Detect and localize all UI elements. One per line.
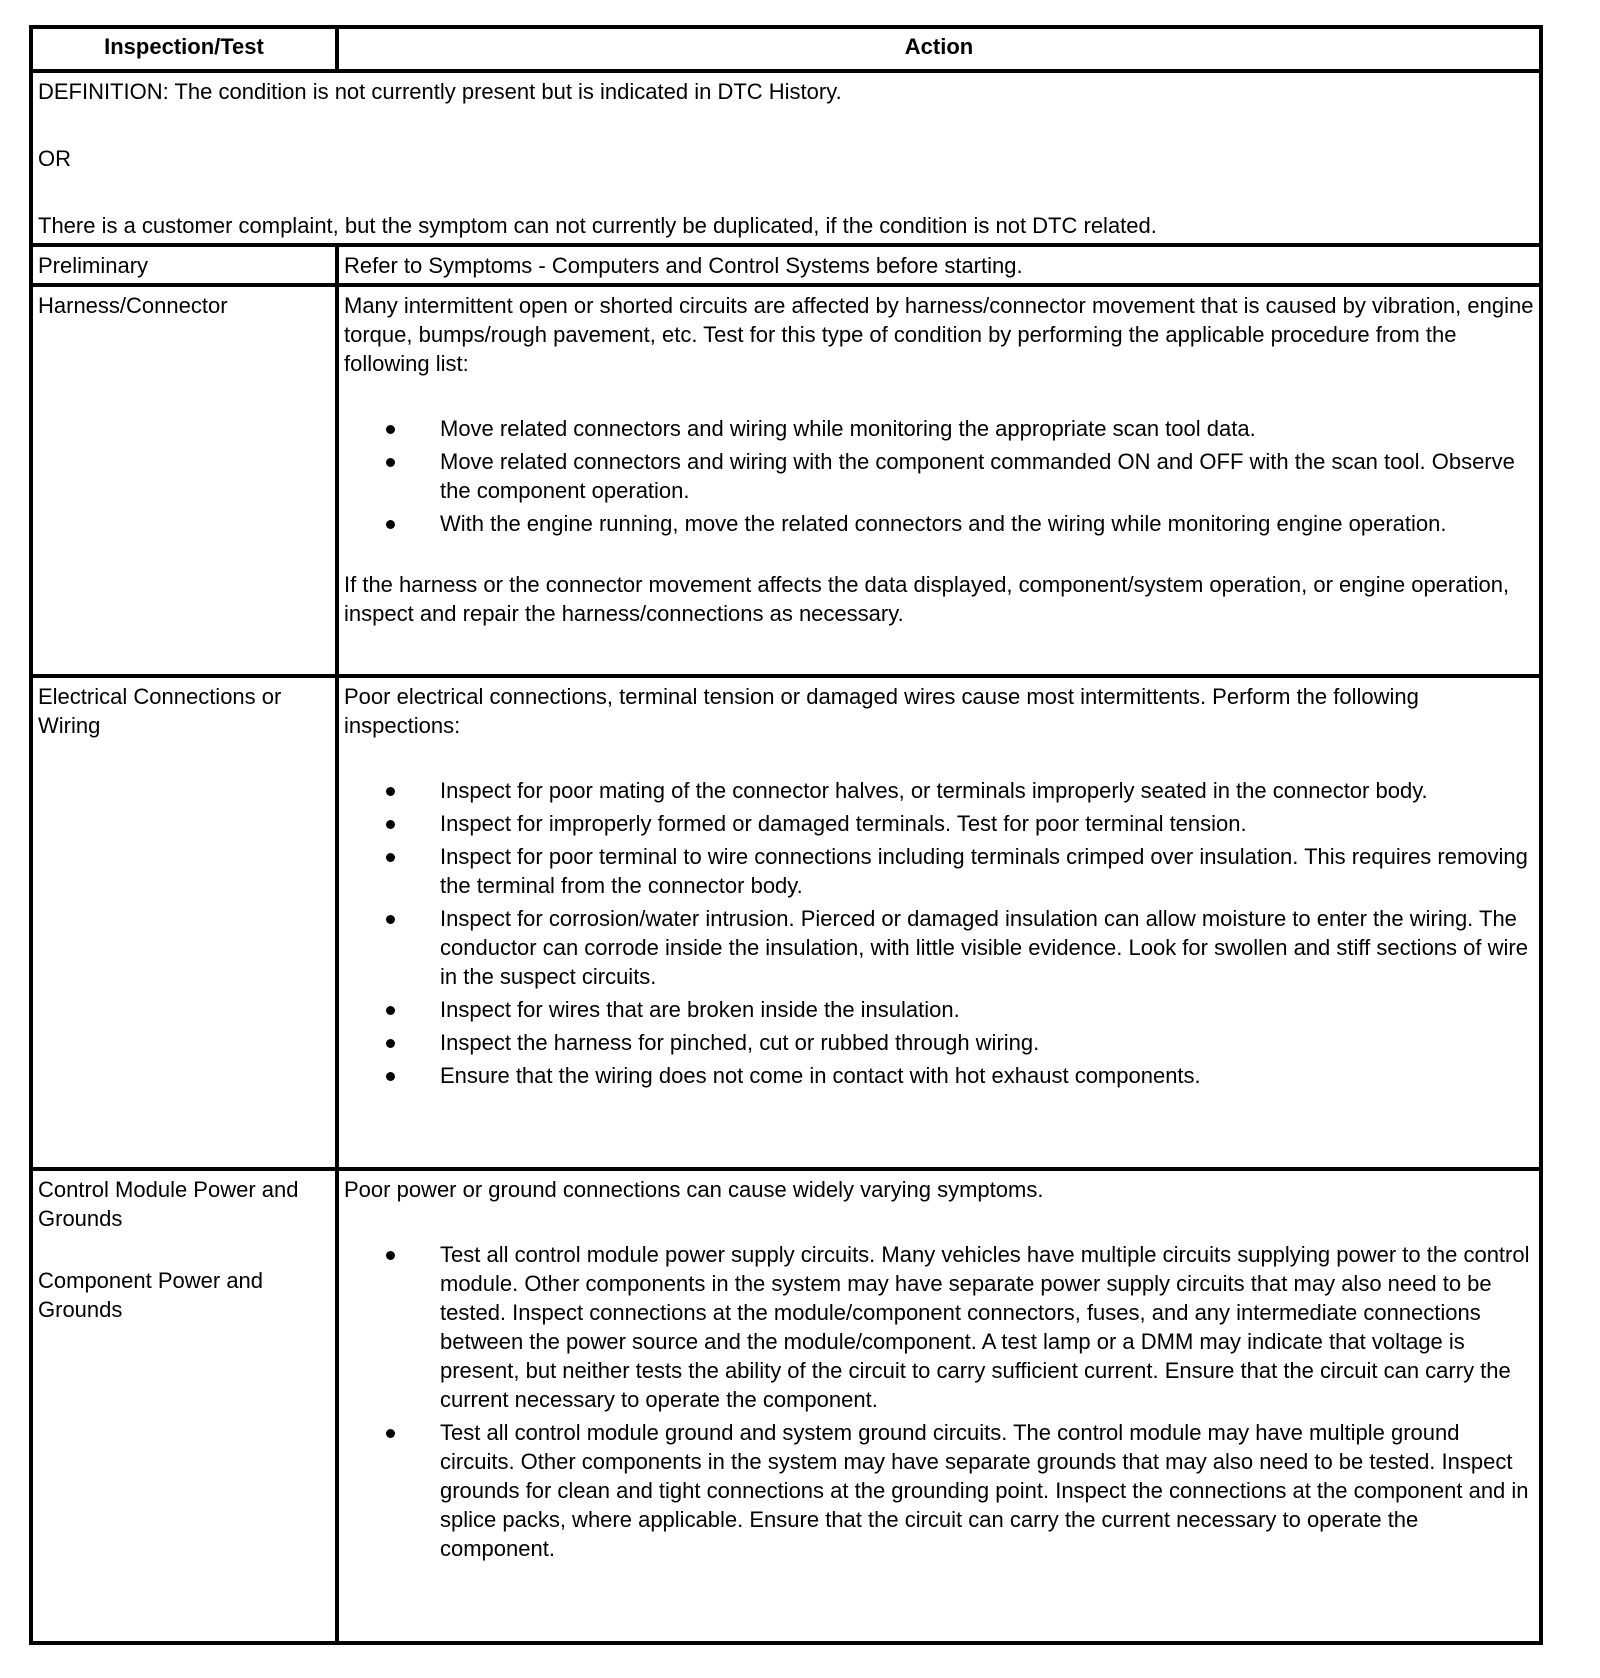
list-item: Test all control module ground and system ground circuits. The control module may have multiple ground circuits. Other components in the system may have separate grounds that may also need to be tested. Inspect grounds for clean and tight connections at the grounding point. Inspect the connections at the component and in splice packs, where applicable. Ensure that the circuit can carry the current necessary to operate the component. bbox=[440, 1418, 1534, 1563]
list-item: Move related connectors and wiring with the component commanded ON and OFF with the scan tool. Observe the component operation. bbox=[440, 447, 1534, 505]
bullet-list bbox=[344, 1240, 1534, 1563]
list-item: Inspect for poor terminal to wire connections including terminals crimped over insulation. This requires removing the terminal from the connector body. bbox=[440, 842, 1534, 900]
test-label-secondary: Component Power and Grounds bbox=[38, 1268, 264, 1322]
table-row bbox=[31, 676, 1541, 1169]
list-item: Inspect for wires that are broken inside the insulation. bbox=[440, 995, 1534, 1024]
list-item: Ensure that the wiring does not come in contact with hot exhaust components. bbox=[440, 1061, 1534, 1090]
action-cell bbox=[337, 1169, 1541, 1643]
definition-or: OR bbox=[38, 146, 71, 171]
list-item: Inspect for corrosion/water intrusion. Pierced or damaged insulation can allow moisture to enter the wiring. The conductor can corrode inside the insulation, with little visible evidence. Look for swollen and stiff sections of wire in the suspect circuits. bbox=[440, 904, 1534, 991]
test-label: Control Module Power and Grounds bbox=[38, 1177, 299, 1231]
action-intro: Many intermittent open or shorted circuits are affected by harness/connector movement that is caused by vibration, engine torque, bumps/rough pavement, etc. Test for this type of condition by performing the applicable procedure from the following list: bbox=[344, 293, 1534, 376]
bullet-icon bbox=[386, 1072, 395, 1081]
bullet-icon bbox=[386, 1039, 395, 1048]
definition-complaint: There is a customer complaint, but the symptom can not currently be duplicated, if the condition is not DTC related. bbox=[38, 213, 1157, 238]
definition-row bbox=[31, 71, 1541, 245]
bullet-icon bbox=[386, 787, 395, 796]
header-action: Action bbox=[337, 27, 1541, 71]
action-cell bbox=[337, 676, 1541, 1169]
definition-cell bbox=[31, 71, 1541, 245]
list-item: Test all control module power supply circuits. Many vehicles have multiple circuits supplying power to the control module. Other components in the system may have separate power supply circuits that may also need to be tested. Inspect connections at the module/component connectors, fuses, and any intermediate connections between the power source and the module/component. A test lamp or a DMM may indicate that voltage is present, but neither tests the ability of the circuit to carry sufficient current. Ensure that the circuit can carry the current necessary to operate the component. bbox=[440, 1240, 1534, 1414]
bullet-icon bbox=[386, 425, 395, 434]
bullet-icon bbox=[386, 458, 395, 467]
definition-text: DEFINITION: The condition is not currently present but is indicated in DTC History. bbox=[38, 79, 842, 104]
table-row bbox=[31, 1169, 1541, 1643]
header-row bbox=[31, 27, 1541, 71]
action-outro: If the harness or the connector movement affects the data displayed, component/system operation, or engine operation, inspect and repair the harness/connections as necessary. bbox=[344, 572, 1510, 626]
test-cell: Electrical Connections or Wiring bbox=[31, 676, 337, 1169]
bullet-list bbox=[344, 414, 1534, 538]
action-cell bbox=[337, 285, 1541, 676]
test-cell: Preliminary bbox=[31, 245, 337, 285]
action-intro: Poor electrical connections, terminal tension or damaged wires cause most intermittents. Perform the following inspections: bbox=[344, 684, 1419, 738]
list-item: Inspect the harness for pinched, cut or rubbed through wiring. bbox=[440, 1028, 1534, 1057]
action-intro: Poor power or ground connections can cause widely varying symptoms. bbox=[344, 1177, 1044, 1202]
bullet-icon bbox=[386, 520, 395, 529]
bullet-icon bbox=[386, 915, 395, 924]
bullet-icon bbox=[386, 1429, 395, 1438]
list-item: Inspect for poor mating of the connector halves, or terminals improperly seated in the connector body. bbox=[440, 776, 1534, 805]
action-cell: Refer to Symptoms - Computers and Control Systems before starting. bbox=[337, 245, 1541, 285]
bullet-list bbox=[344, 776, 1534, 1090]
bullet-icon bbox=[386, 1006, 395, 1015]
test-cell bbox=[31, 1169, 337, 1643]
bullet-icon bbox=[386, 853, 395, 862]
list-item: Inspect for improperly formed or damaged terminals. Test for poor terminal tension. bbox=[440, 809, 1534, 838]
list-item: With the engine running, move the related connectors and the wiring while monitoring engine operation. bbox=[440, 509, 1534, 538]
table-row bbox=[31, 285, 1541, 676]
table-row bbox=[31, 245, 1541, 285]
bullet-icon bbox=[386, 820, 395, 829]
bullet-icon bbox=[386, 1251, 395, 1260]
list-item: Move related connectors and wiring while monitoring the appropriate scan tool data. bbox=[440, 414, 1534, 443]
header-inspection-test: Inspection/Test bbox=[31, 27, 337, 71]
test-cell: Harness/Connector bbox=[31, 285, 337, 676]
inspection-table bbox=[29, 25, 1543, 1645]
